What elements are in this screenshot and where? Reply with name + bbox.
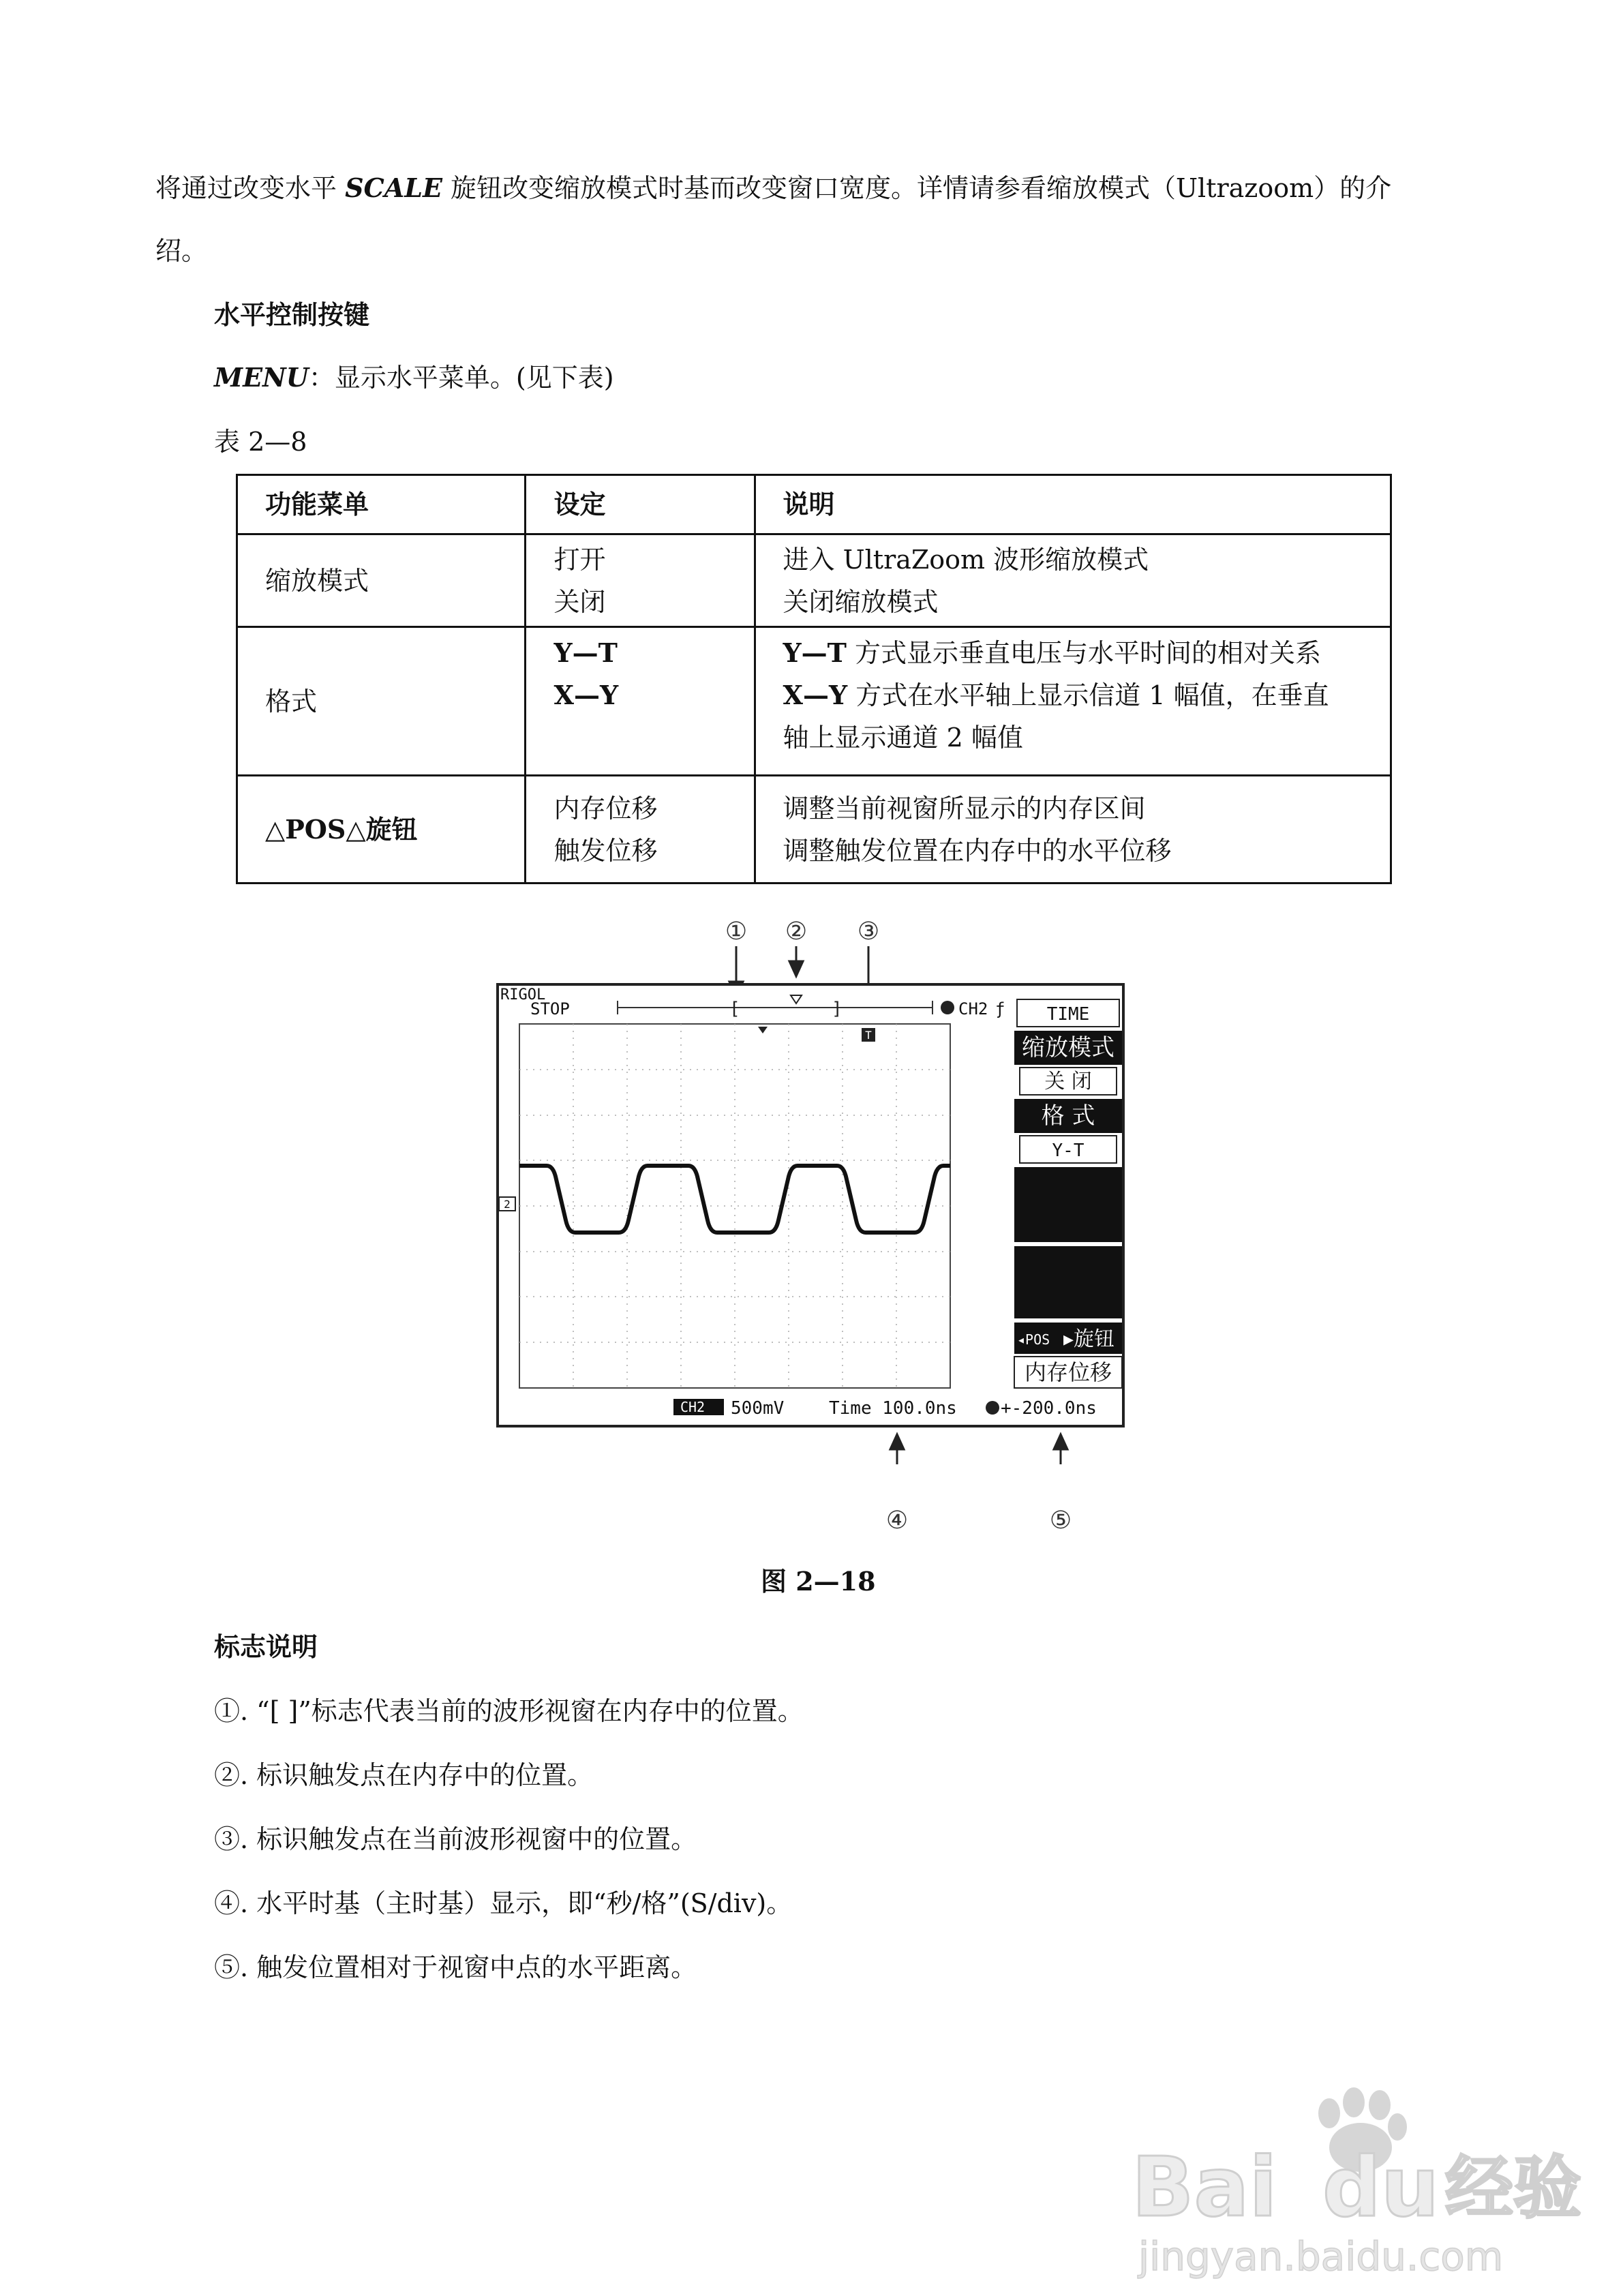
time-base: Time 100.0ns: [829, 1398, 957, 1419]
section-heading: 水平控制按键: [214, 299, 370, 330]
menu-keyword: MENU: [214, 362, 309, 393]
watermark-brand2: du: [1322, 2141, 1440, 2235]
row-desc: 调整当前视窗所显示的内存区间 调整触发位置在内存中的水平位移: [755, 776, 1391, 883]
horizontal-menu-table: [236, 474, 1392, 884]
table-row: [237, 534, 1391, 627]
figure-caption: 图 2—18: [761, 1566, 876, 1597]
svg-text:ƒ: ƒ: [995, 999, 1005, 1018]
notes-heading: 标志说明: [214, 1631, 318, 1662]
callout-3: ③: [857, 918, 880, 946]
svg-text:T: T: [865, 1029, 872, 1042]
menu-empty-slot-1: [1014, 1167, 1122, 1242]
table-row: [237, 776, 1391, 883]
watermark-cn: 经验: [1445, 2148, 1581, 2228]
oscilloscope-screen: [491, 913, 1145, 1547]
menu-line: MENU：显示水平菜单。(见下表): [214, 362, 614, 393]
volts-per-div: 500mV: [731, 1398, 785, 1419]
row-desc: Y—T 方式显示垂直电压与水平时间的相对关系 X—Y 方式在水平轴上显示信道 1 幅值，在垂直 轴上显示通道 2 幅值: [755, 627, 1391, 776]
scale-keyword: SCALE: [345, 172, 442, 203]
row-settings: 打开 关闭: [526, 534, 755, 627]
callout-1: ①: [725, 918, 748, 946]
menu-zoom-label: 缩放模式: [1022, 1034, 1114, 1061]
row-settings: Y—T X—Y: [526, 627, 755, 776]
row-settings: 内存位移 触发位移: [526, 776, 755, 883]
menu-pos-value-text: 内存位移: [1024, 1359, 1112, 1385]
note-3: ③. 标识触发点在当前波形视窗中的位置。: [214, 1824, 697, 1854]
intro-line-1: 将通过改变水平 SCALE 旋钮改变缩放模式时基而改变窗口宽度。详情请参看缩放模式（Ultrazoom）的介: [155, 172, 1392, 203]
trigger-icon: [941, 1001, 954, 1014]
oscilloscope-figure: [491, 913, 1145, 1547]
row-menu: 格式: [237, 627, 526, 776]
baidu-watermark: [1118, 2066, 1622, 2284]
row-menu: △POS△旋钮: [237, 776, 526, 883]
menu-title: TIME: [1046, 1004, 1090, 1025]
header-menu: 功能菜单: [237, 475, 526, 534]
menu-pos-small: ◂POS: [1017, 1331, 1050, 1348]
menu-pos-big: ▸旋钮: [1063, 1327, 1115, 1351]
table-label: 表 2—8: [214, 427, 307, 457]
status-label: STOP: [530, 999, 570, 1018]
svg-text:[: [: [729, 999, 740, 1019]
trigger-source: CH2: [958, 999, 988, 1018]
row-desc: 进入 UltraZoom 波形缩放模式 关闭缩放模式: [755, 534, 1391, 627]
callout-2: ②: [785, 918, 808, 946]
menu-format-value-text: Y-T: [1052, 1141, 1084, 1161]
trigger-offset: +-200.0ns: [1001, 1398, 1097, 1419]
trigger-offset-icon: [986, 1401, 999, 1415]
header-desc: 说明: [755, 475, 1391, 534]
table-header-row: [237, 475, 1391, 534]
note-2: ②. 标识触发点在内存中的位置。: [214, 1760, 594, 1790]
watermark-brand: Bai: [1132, 2141, 1277, 2235]
row-menu: 缩放模式: [237, 534, 526, 627]
ch2-badge-text: CH2: [680, 1399, 706, 1415]
callout-4: ④: [885, 1507, 909, 1535]
table-row: [237, 627, 1391, 776]
header-setting: 设定: [526, 475, 755, 534]
callout-5: ⑤: [1049, 1507, 1072, 1535]
ch2-marker: 2: [504, 1198, 511, 1211]
menu-zoom-value-text: 关 闭: [1044, 1070, 1092, 1093]
note-5: ⑤. 触发位置相对于视窗中点的水平距离。: [214, 1952, 697, 1982]
brand-label: RIGOL: [500, 986, 546, 1003]
note-4: ④. 水平时基（主时基）显示，即“秒/格”(S/div)。: [214, 1888, 793, 1918]
menu-format-label: 格 式: [1041, 1102, 1095, 1130]
intro-line-2: 绍。: [155, 236, 208, 266]
note-1: ①. “[ ]”标志代表当前的波形视窗在内存中的位置。: [214, 1696, 804, 1726]
watermark-url: jingyan.baidu.com: [1138, 2233, 1504, 2280]
menu-empty-slot-2: [1014, 1246, 1122, 1318]
svg-text:]: ]: [832, 999, 843, 1019]
